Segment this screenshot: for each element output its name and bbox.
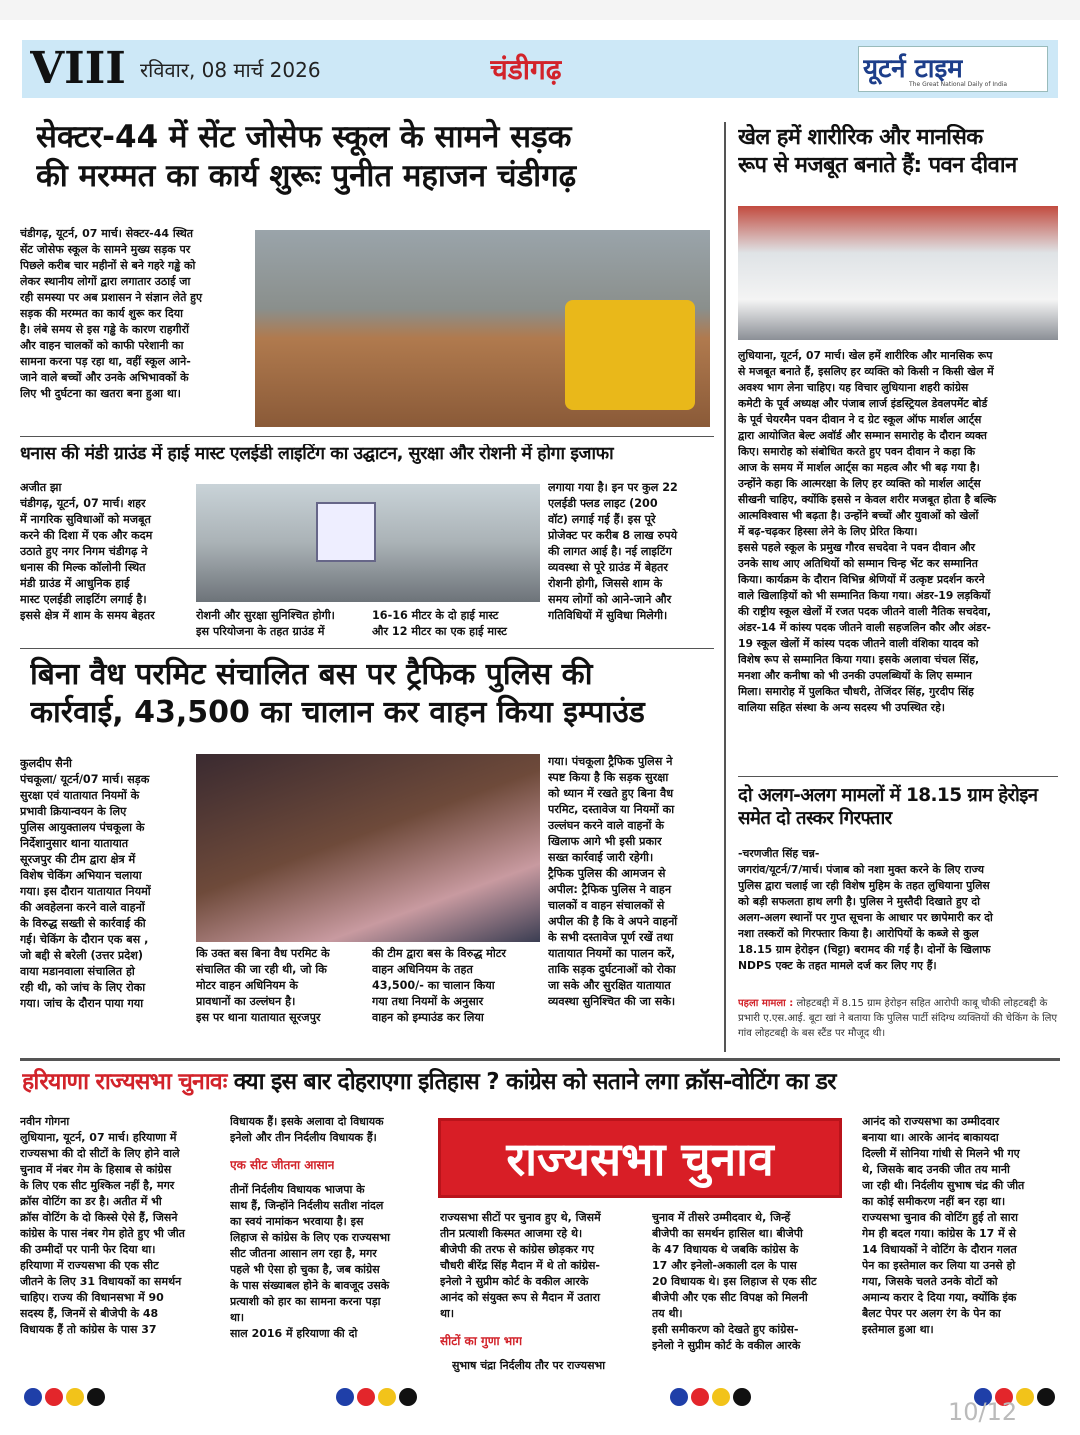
text-line: ताकि सड़क दुर्घटनाओं को रोका: [548, 963, 676, 976]
text-line: वाहन अधिनियम के तहत: [372, 963, 473, 976]
text-line: आत्मविश्वास भी बढ़ता है। उन्होंने बच्चों और युवाओं को खेलों: [738, 509, 979, 522]
text-line: 17 और इनेलो-अकाली दल के पास: [652, 1259, 797, 1272]
text-line: लुधियाना, यूटर्न, 07 मार्च। खेल हमें शारीरिक और मानसिक रूप: [738, 349, 993, 362]
text-line: चौधरी बीरेंद्र सिंह मैदान में थे तो कांग्रेस-: [440, 1259, 600, 1272]
text-line: सड़क की मरम्मत का कार्य शुरू कर दिया: [20, 307, 183, 320]
text-line: सख्त कार्रवाई जारी रहेगी।: [548, 851, 654, 864]
excavator-shape: [565, 300, 695, 410]
text-line: बीजेपी का समर्थन हासिल था। बीजेपी: [652, 1227, 803, 1240]
story3-col1: [20, 756, 190, 1012]
story5-case: [738, 996, 1060, 1041]
text-line: की अवहेलना करने वाले वाहनों: [20, 901, 145, 914]
color-dot: [336, 1388, 354, 1406]
color-dot: [670, 1388, 688, 1406]
text-line: राज्यसभा चुनाव की वोटिंग हुई तो सारा: [862, 1211, 1018, 1224]
text-line: कुलदीप सैनी: [20, 757, 72, 770]
text-line: और 12 मीटर का एक हाई मास्ट: [372, 625, 507, 638]
section-divider: [20, 1058, 1060, 1061]
text-line: में नागरिक सुविधाओं को मजबूत: [20, 513, 151, 526]
text-line: साल 2016 में हरियाणा की दो: [230, 1327, 358, 1340]
subheading-easy-seat: एक सीट जीतना आसान: [230, 1158, 335, 1172]
text-line: यातायात नियमों का पालन करें,: [548, 947, 676, 960]
text-line: जो बद्दी से बरेली (उत्तर प्रदेश): [20, 949, 143, 962]
text-line: तीनों निर्दलीय विधायक भाजपा के: [230, 1183, 365, 1196]
text-line: मंडी ग्राउंड में आधुनिक हाई: [20, 577, 130, 590]
text-line: चुनाव में तीसरे उम्मीदवार थे, जिन्हें: [652, 1211, 791, 1224]
text-line: मनशा और कनीषा को भी उनकी उपलब्धियों के लिए सम्मान: [738, 669, 972, 682]
story6-col3: [440, 1210, 638, 1322]
masthead: [22, 40, 1058, 98]
newspaper-logo: [858, 46, 1048, 92]
story5-body: [738, 846, 1060, 974]
story2-col2: [196, 608, 366, 640]
text-line: लेकर स्थानीय लोगों द्वारा लगातार उठाई जा: [20, 275, 191, 288]
column-divider: [724, 122, 726, 1052]
text-line: चुनाव में नंबर गेम के हिसाब से कांग्रेस: [20, 1163, 172, 1176]
story-divider: [20, 648, 714, 649]
story6-col2: [230, 1182, 428, 1342]
text-line: निर्देशानुसार थाना यातायात: [20, 837, 129, 850]
text-line: पहले भी ऐसा हो चुका है, जब कांग्रेस: [230, 1263, 380, 1276]
story2-col3: [372, 608, 540, 640]
text-line: आज के समय में मार्शल आर्ट्स का महत्व और भी बढ़ गया है।: [738, 461, 980, 474]
story6-headline: हरियाणा राज्यसभा चुनावः क्या इस बार दोहराएगा इतिहास ? कांग्रेस को सताने लगा क्रॉस-वोटिंग का डर: [22, 1069, 836, 1095]
text-line: गया तथा नियमों के अनुसार: [372, 995, 484, 1008]
text-line: द्वारा आयोजित बेल्ट अवॉर्ड और सम्मान समारोह के दौरान व्यक्त: [738, 429, 987, 442]
text-line: लुधियाना, यूटर्न, 07 मार्च। हरियाणा में: [20, 1131, 177, 1144]
text-line: के सभी दस्तावेज पूर्ण रखें तथा: [548, 931, 674, 944]
text-line: रही थी, को जांच के लिए रोका: [20, 981, 146, 994]
text-line: इस पर थाना यातायात सूरजपुर: [196, 1011, 321, 1024]
text-line: पिछले करीब चार महीनों से बने गहरे गड्ढे को: [20, 259, 196, 272]
text-line: अंडर-14 में कांस्य पदक जीतने वाली सहजलिन कौर और अंडर-: [738, 621, 991, 634]
text-line: से मजबूत बनाते हैं, इसलिए हर व्यक्ति को किसी न किसी खेल में: [738, 365, 994, 378]
text-line: इनेलो ने सुप्रीम कोर्ट के वकील आरके: [440, 1275, 589, 1288]
text-line: गया। पंचकूला ट्रैफिक पुलिस ने: [548, 755, 673, 768]
text-line: सुभाष चंद्रा निर्दलीय तौर पर राज्यसभा: [452, 1359, 606, 1372]
text-line: उठाते हुए नगर निगम चंडीगढ़ ने: [20, 545, 148, 558]
text-line: नशा तस्करों को गिरफ्तार किया है। आरोपियों के कब्जे से कुल: [738, 927, 979, 940]
text-line: सीट जीतना आसान लग रहा है, मगर: [230, 1247, 377, 1260]
text-line: व्यवस्था सुनिश्चित की जा सके।: [548, 995, 676, 1008]
text-line: का कोई समीकरण नहीं बन रहा था।: [862, 1195, 1006, 1208]
text-line: बीजेपी और एक सीट विपक्ष को मिलनी: [652, 1291, 808, 1304]
text-line: संचालित की जा रही थी, जो कि: [196, 963, 327, 976]
footer-dots-3: [670, 1388, 751, 1406]
text-line: राज्यसभा की दो सीटों के लिए होने वाले: [20, 1147, 180, 1160]
text-line: करने की दिशा में एक और कदम: [20, 529, 153, 542]
story3-headline: बिना वैध परमिट संचालित बस पर ट्रैफिक पुलिस की कार्रवाई, 43,500 का चालान कर वाहन किया इम्पाउंड: [30, 657, 645, 730]
story3-col4: [548, 754, 716, 1010]
text-line: बनाया था। आरके आनंद बाकायदा: [862, 1131, 999, 1144]
text-line: दिल्ली में सोनिया गांधी से मिलने भी गए: [862, 1147, 1020, 1160]
text-line: की लागत आई है। नई लाइटिंग: [548, 545, 672, 558]
text-line: वाले खिलाड़ियों को भी सम्मानित किया गया। अंडर-19 लड़कियों: [738, 589, 991, 602]
text-line: सदस्य हैं, जिनमें से बीजेपी के 48: [20, 1307, 159, 1320]
text-line: समय लोगों को आने-जाने और: [548, 593, 672, 606]
story1-headline: सेक्टर-44 में सेंट जोसेफ स्कूल के सामने सड़क की मरम्मत का कार्य शुरूः पुनीत महाजन चंडीगढ़: [36, 119, 577, 194]
text-line: चालकों व वाहन संचालकों से: [548, 899, 665, 912]
text-line: गया। इस दौरान यातायात नियमों: [20, 885, 151, 898]
text-line: लोहटबद्दी में 8.15 ग्राम हेरोइन सहित आरोपी काबू चौकी लोहटबद्दी: [796, 998, 1040, 1009]
color-dot: [733, 1388, 751, 1406]
text-line: क्रॉस वोटिंग का डर है। अतीत में भी: [20, 1195, 162, 1208]
plaque-shape: [316, 502, 376, 562]
text-line: हरियाणा में राज्यसभा की एक सीट: [20, 1259, 159, 1272]
text-line: पंचकूला/ यूटर्न/07 मार्च। सड़क: [20, 773, 150, 786]
text-line: लगाया गया है। इन पर कुल 22: [548, 481, 678, 494]
text-line: को ध्यान में रखते हुए बिना वैध: [548, 787, 674, 800]
text-line: साथ हैं, जिन्होंने निर्दलीय सतीश नांदल: [230, 1199, 384, 1212]
text-line: रोशनी होगी, जिससे शाम के: [548, 577, 663, 590]
text-line: NDPS एक्ट के तहत मामले दर्ज कर लिए गए हैं।: [738, 959, 937, 972]
text-line: अमान्य करार दे दिया गया, क्योंकि इंक: [862, 1291, 1017, 1304]
text-line: उल्लंघन करने वाले वाहनों के: [548, 819, 664, 832]
page-indicator: 10/12: [948, 1398, 1018, 1426]
text-line: ट्रैफिक पुलिस की आमजन से: [548, 867, 666, 880]
text-line: सामना करना पड़ रहा था, वहीं स्कूल आने-: [20, 355, 191, 368]
text-line: गई। चेकिंग के दौरान एक बस ,: [20, 933, 149, 946]
text-line: रही समस्या पर अब प्रशासन ने संज्ञान लेते हुए: [20, 291, 203, 304]
text-line: खिलाफ आगे भी इसी प्रकार: [548, 835, 662, 848]
case-label: पहला मामला :: [738, 998, 794, 1009]
text-line: वालिया सहित संस्था के अन्य सदस्य भी उपस्थित रहे।: [738, 701, 945, 714]
text-line: आनंद को संयुक्त रूप से मैदान में उतारा: [440, 1291, 600, 1304]
text-line: विधायक हैं तो कांग्रेस के पास 37: [20, 1323, 157, 1336]
text-line: उनके साथ आए अतिथियों को सम्मान चिन्ह भेंट कर सम्मानित: [738, 557, 978, 570]
text-line: इस्तेमाल हुआ था।: [862, 1323, 934, 1336]
text-line: प्रत्याशी को हार का सामना करना पड़ा: [230, 1295, 381, 1308]
text-line: सीखनी चाहिए, क्योंकि इससे न केवल शरीर मजबूत होता है बल्कि: [738, 493, 997, 506]
text-line: सेंट जोसेफ स्कूल के सामने मुख्य सड़क पर: [20, 243, 191, 256]
text-line: मास्ट एलईडी लाइटिंग लगाई है।: [20, 593, 147, 606]
text-line: लिए भी दुर्घटना का खतरा बना हुआ था।: [20, 387, 181, 400]
story4-headline: खेल हमें शारीरिक और मानसिक रूप से मजबूत बनाते हैं: पवन दीवान: [738, 125, 1017, 178]
text-line: प्रावधानों का उल्लंघन है।: [196, 995, 296, 1008]
text-line: के प्रभारी ए.एस.आई. बूटा खां ने बताया कि पुलिस पार्टी संदिग्ध व्यक्तियों की चेकिंग: [738, 998, 1048, 1024]
text-line: था।: [440, 1307, 455, 1320]
story-divider: [20, 436, 714, 437]
footer-dots-1: [24, 1388, 105, 1406]
text-line: के पास संख्याबल होने के बावजूद उसके: [230, 1279, 390, 1292]
page-number: VIII: [30, 43, 126, 94]
logo-tagline: The Great National Daily of India: [909, 81, 1008, 88]
story4-body: [738, 348, 1060, 716]
text-line: अपील: ट्रैफिक पुलिस ने वाहन: [548, 883, 672, 896]
text-line: के 47 विधायक थे जबकि कांग्रेस के: [652, 1243, 799, 1256]
text-line: विशेष रूप से सम्मानित किया गया। इसके अलावा चंचल सिंह,: [738, 653, 980, 666]
text-line: थे, जिसके बाद उनकी जीत तय मानी: [862, 1163, 1010, 1176]
text-line: जा रही थी। निर्दलीय सुभाष चंद्र की जीत: [862, 1179, 1025, 1192]
color-dot: [712, 1388, 730, 1406]
text-line: का स्वयं नामांकन भरवाया है। इस: [230, 1215, 364, 1228]
color-dot: [378, 1388, 396, 1406]
text-line: किए। समारोह को संबोधित करते हुए पवन दीवान ने कहा कि: [738, 445, 976, 458]
text-line: 16-16 मीटर के दो हाई मास्ट: [372, 609, 499, 622]
story2-col1: [20, 480, 190, 624]
text-line: नवीन गोगना: [20, 1115, 70, 1128]
text-line: प्रोजेक्ट पर करीब 8 लाख रुपये: [548, 529, 678, 542]
text-line: सुरक्षा एवं यातायात नियमों के: [20, 789, 140, 802]
color-dot: [45, 1388, 63, 1406]
text-line: गतिविधियों में सुविधा मिलेगी।: [548, 609, 668, 622]
story2-headline: धनास की मंडी ग्राउंड में हाई मास्ट एलईडी लाइटिंग का उद्घाटन, सुरक्षा और रोशनी में होगा इजाफा: [20, 444, 614, 464]
text-line: पुलिस आयुक्तालय पंचकूला के: [20, 821, 145, 834]
text-line: के लिए एक सीट मुश्किल नहीं है, मगर: [20, 1179, 175, 1192]
text-line: गेम ही बदल गया। कांग्रेस के 17 में से: [862, 1227, 1016, 1240]
text-line: तीन प्रत्याशी किस्मत आजमा रहे थे।: [440, 1227, 583, 1240]
text-line: कांग्रेस के पास नंबर गेम होते हुए भी जीत: [20, 1227, 185, 1240]
text-line: को बड़ी सफलता हाथ लगी है। पुलिस ने मुस्तैदी दिखाते हुए दो: [738, 895, 980, 908]
martial-arts-event-photo: [738, 206, 1058, 340]
text-line: आनंद को राज्यसभा का उम्मीदवार: [862, 1115, 1000, 1128]
footer-dots-2: [336, 1388, 417, 1406]
text-line: की उम्मीदों पर पानी फेर दिया था।: [20, 1243, 156, 1256]
story5-headline: दो अलग-अलग मामलों में 18.15 ग्राम हेरोइन समेत दो तस्कर गिरफ्तार: [738, 785, 1038, 830]
lighting-inauguration-photo: [196, 484, 540, 602]
text-line: गया। जांच के दौरान पाया गया: [20, 997, 144, 1010]
story3-col2: [196, 946, 366, 1026]
story-divider: [738, 776, 1058, 777]
text-line: बीजेपी की तरफ से कांग्रेस छोड़कर गए: [440, 1243, 594, 1256]
text-line: 14 विधायकों ने वोटिंग के दौरान गलत: [862, 1243, 1017, 1256]
text-line: की राष्ट्रीय स्कूल खेलों में रजत पदक जीतने वाली नैतिक सचदेवा,: [738, 605, 992, 618]
color-dot: [1016, 1388, 1034, 1406]
text-line: विधायक हैं। इसके अलावा दो विधायक: [230, 1115, 384, 1128]
text-line: जा सके और सुरक्षित यातायात: [548, 979, 671, 992]
text-line: लिहाज से कांग्रेस के लिए एक राज्यसभा: [230, 1231, 390, 1244]
text-line: धनास की मिल्क कॉलोनी स्थित: [20, 561, 146, 574]
text-line: जीतने के लिए 31 विधायकों का समर्थन: [20, 1275, 182, 1288]
text-line: के विरुद्ध सख्ती से कार्रवाई की: [20, 917, 146, 930]
text-line: इसी समीकरण को देखते हुए कांग्रेस-: [652, 1323, 799, 1336]
text-line: अपील की है कि वे अपने वाहनों: [548, 915, 678, 928]
text-line: एलईडी फ्लड लाइट (200: [548, 497, 658, 510]
text-line: उन्होंने कहा कि आत्मरक्षा के लिए हर व्यक्ति को मार्शल आर्ट्स: [738, 477, 981, 490]
text-line: के पूर्व चेयरमैन पवन दीवान ने द ग्रेट स्कूल ऑफ मार्शल आर्ट्स: [738, 413, 982, 426]
text-line: कमेटी के पूर्व अध्यक्ष और पंजाब लार्ज इंडस्ट्रियल डेवलपमेंट बोर्ड: [738, 397, 988, 410]
text-line: विशेष चेकिंग अभियान चलाया: [20, 869, 142, 882]
text-line: रोशनी और सुरक्षा सुनिश्चित होगी।: [196, 609, 335, 622]
date-line: रविवार, 08 मार्च 2026: [140, 58, 321, 82]
text-line: था।: [230, 1311, 245, 1324]
story6-col2-top: [230, 1114, 428, 1146]
top-strip: [0, 0, 1080, 20]
text-line: में बढ़-चढ़कर हिस्सा लेने के लिए प्रेरित किया।: [738, 525, 918, 538]
text-line: गया, जिसके चलते उनके वोटों को: [862, 1275, 998, 1288]
text-line: सूरजपुर की टीम द्वारा क्षेत्र में: [20, 853, 136, 866]
text-line: इससे पहले स्कूल के प्रमुख गौरव सचदेवा ने पवन दीवान और: [738, 541, 976, 554]
story6-col4: [652, 1210, 848, 1354]
logo-text: यूटर्न टाइम: [863, 54, 963, 84]
text-line: 18.15 ग्राम हेरोइन (चिट्टा) बरामद की गई है। दोनों के खिलाफ: [738, 943, 991, 956]
text-line: पुलिस द्वारा चलाई जा रही विशेष मुहिम के तहत लुधियाना पुलिस: [738, 879, 990, 892]
text-line: पेन का इस्तेमाल कर लिया या उनसे हो: [862, 1259, 1016, 1272]
story1-body: [20, 226, 248, 402]
text-line: जगरांव/यूटर्न/7/मार्च। पंजाब को नशा मुक्त करने के लिए राज्य: [738, 863, 985, 876]
text-line: की टीम द्वारा बस के विरुद्ध मोटर: [372, 947, 506, 960]
text-line: और वाहन चालकों को काफी परेशानी का: [20, 339, 184, 352]
text-line: चाहिए। राज्य की विधानसभा में 90: [20, 1291, 164, 1304]
road-repair-photo: [255, 230, 710, 427]
text-line: 43,500/- का चालान किया: [372, 979, 495, 992]
story2-col4: [548, 480, 716, 624]
city-edition: चंडीगढ़: [490, 53, 562, 86]
text-line: राज्यसभा सीटों पर चुनाव हुए थे, जिसमें: [440, 1211, 601, 1224]
text-line: इनेलो ने सुप्रीम कोर्ट के वकील आरके: [652, 1339, 801, 1352]
text-line: इस परियोजना के तहत ग्राउंड में: [196, 625, 325, 638]
color-dot: [24, 1388, 42, 1406]
text-line: चंडीगढ़, यूटर्न, 07 मार्च। शहर: [20, 497, 146, 510]
text-line: अवश्य भाग लेना चाहिए। यह विचार लुधियाना शहरी कांग्रेस: [738, 381, 969, 394]
story6-col3-bottom: [452, 1358, 642, 1374]
color-dot: [399, 1388, 417, 1406]
traffic-police-photo: [196, 754, 540, 942]
subheading-seat-math: सीटों का गुणा भाग: [440, 1334, 523, 1348]
text-line: इससे क्षेत्र में शाम के समय बेहतर: [20, 609, 155, 622]
text-line: परमिट, दस्तावेज या नियमों का: [548, 803, 675, 816]
text-line: 19 स्कूल खेलों में कांस्य पदक जीतने वाली वंशिका यादव को: [738, 637, 979, 650]
color-dot: [66, 1388, 84, 1406]
color-dot: [357, 1388, 375, 1406]
text-line: अजीत झा: [20, 481, 62, 494]
story6-col1: [20, 1114, 216, 1338]
text-line: चंडीगढ़, यूटर्न, 07 मार्च। सेक्टर-44 स्थित: [20, 227, 194, 240]
text-line: इनेलो और तीन निर्दलीय विधायक हैं।: [230, 1131, 377, 1144]
text-line: के लिए गांव लोहटबद्दी के बस स्टैंड पर मौजूद थी।: [738, 1013, 1057, 1039]
text-line: क्रॉस वोटिंग के दो किस्से ऐसे हैं, जिसने: [20, 1211, 178, 1224]
text-line: वाहन को इम्पाउंड कर लिया: [372, 1011, 484, 1024]
text-line: तय थी।: [652, 1307, 683, 1320]
story6-col5: [862, 1114, 1058, 1338]
text-line: -चरणजीत सिंह चन्न-: [738, 847, 820, 860]
color-dot: [1037, 1388, 1055, 1406]
text-line: बैलट पेपर पर अलग रंग के पेन का: [862, 1307, 1001, 1320]
text-line: वॉट) लगाई गई हैं। इस पूरे: [548, 513, 656, 526]
text-line: मिला। समारोह में पुलकित चौधरी, तेजिंदर सिंह, गुरदीप सिंह: [738, 685, 974, 698]
text-line: किया। कार्यक्रम के दौरान विभिन्न श्रेणियों में उत्कृष्ट प्रदर्शन करने: [738, 573, 985, 586]
text-line: स्पष्ट किया है कि सड़क सुरक्षा: [548, 771, 669, 784]
text-line: वाया मडानवाला संचालित हो: [20, 965, 135, 978]
text-line: व्यवस्था से पूरे ग्राउंड में बेहतर: [548, 561, 668, 574]
text-line: कि उक्त बस बिना वैध परमिट के: [196, 947, 330, 960]
rajyasabha-banner: राज्यसभा चुनाव: [438, 1118, 842, 1198]
text-line: प्रभावी क्रियान्वयन के लिए: [20, 805, 127, 818]
text-line: जाने वाले बच्चों और उनके अभिभावकों के: [20, 371, 189, 384]
text-line: है। लंबे समय से इस गड्ढे के कारण राहगीरों: [20, 323, 189, 336]
text-line: मोटर वाहन अधिनियम के: [196, 979, 298, 992]
color-dot: [691, 1388, 709, 1406]
story3-col3: [372, 946, 540, 1026]
text-line: अलग-अलग स्थानों पर गुप्त सूचना के आधार पर छापेमारी कर दो: [738, 911, 993, 924]
text-line: 20 विधायक थे। इस लिहाज से एक सीट: [652, 1275, 817, 1288]
color-dot: [87, 1388, 105, 1406]
